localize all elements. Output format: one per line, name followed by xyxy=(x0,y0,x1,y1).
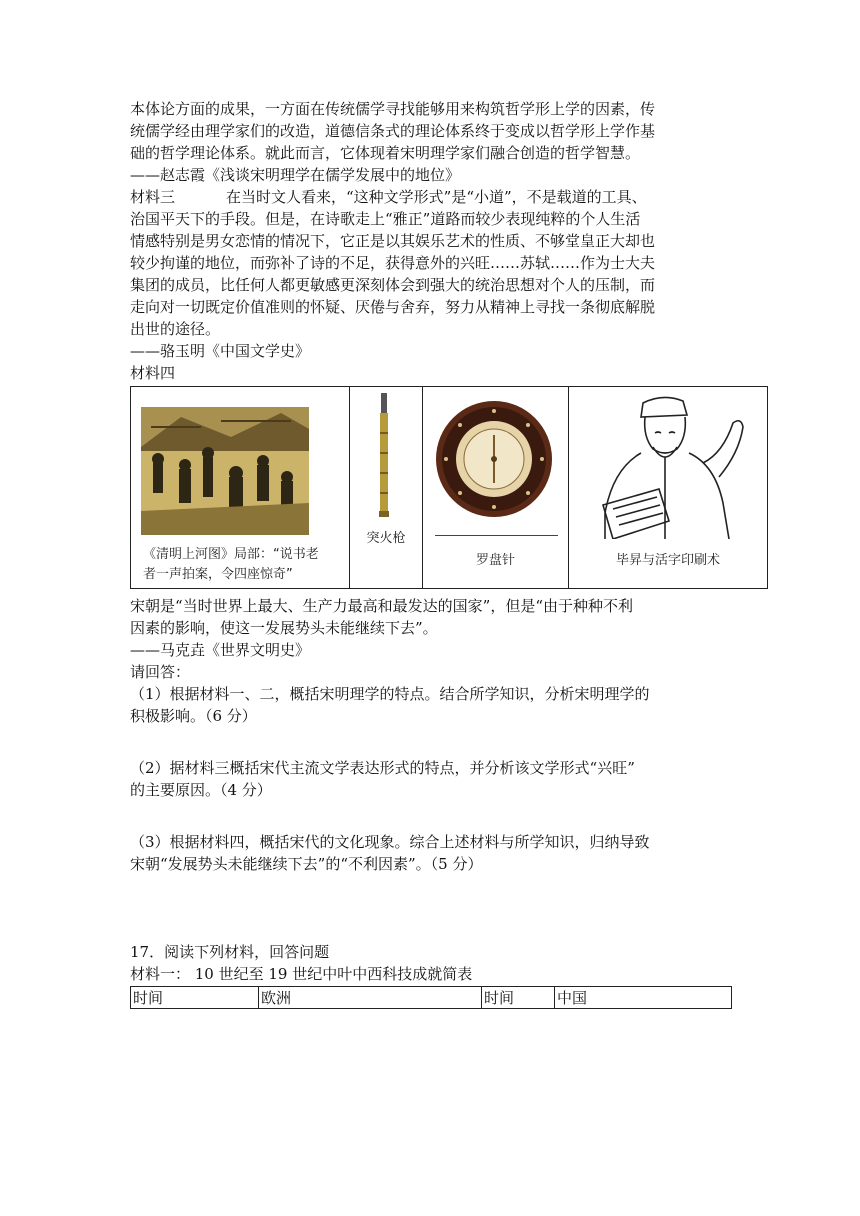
painting-image xyxy=(141,407,309,535)
science-table xyxy=(130,986,732,1009)
painting-cell xyxy=(131,387,350,588)
table-header-cell: 时间 xyxy=(482,987,555,1009)
material3-first-line xyxy=(130,186,770,208)
text-line: 宋朝是“当时世界上最大、生产力最高和最发达的国家”，但是“由于种种不利 xyxy=(130,597,634,615)
text-line: 较少拘谨的地位，而弥补了诗的不足，获得意外的兴旺……苏轼……作为士大夫 xyxy=(130,254,656,272)
source-citation: ——马克垚《世界文明史》 xyxy=(130,641,311,659)
material-label: 材料四 xyxy=(130,364,176,382)
text-line: 治国平天下的手段。但是，在诗歌走上“雅正”道路而较少表现纯粹的个人生活 xyxy=(130,210,641,228)
text-line: 本体论方面的成果，一方面在传统儒学寻找能够用来构筑哲学形上学的因素，传 xyxy=(130,100,656,118)
question-1: （1）根据材料一、二，概括宋明理学的特点。结合所学知识，分析宋明理学的 xyxy=(130,685,650,703)
text-line: 础的哲学理论体系。就此而言，它体现着宋明理学家们融合创造的哲学智慧。 xyxy=(130,144,641,162)
compass-caption: 罗盘针 xyxy=(475,553,515,568)
bi-sheng-portrait xyxy=(583,393,755,539)
text-line: 情感特别是男女恋情的情况下，它正是以其娱乐艺术的性质、不够堂皇正大却也 xyxy=(130,232,656,250)
gun-cell xyxy=(350,387,423,588)
q17-title: 17．阅读下列材料，回答问题 xyxy=(130,943,330,961)
text-line: 出世的途径。 xyxy=(130,320,221,338)
gun-caption: 突火枪 xyxy=(366,531,406,546)
fire-lance-image xyxy=(373,393,395,519)
text-line: 因素的影响，使这一发展势头未能继续下去”。 xyxy=(130,619,438,637)
text-line: 在当时文人看来，“这种文学形式”是“小道”，不是载道的工具、 xyxy=(226,188,647,206)
painting-caption: 《清明上河图》局部：“说书老 者一声拍案，令四座惊奇” xyxy=(143,547,319,582)
question-2: （2）据材料三概括宋代主流文学表达形式的特点，并分析该文学形式“兴旺” xyxy=(130,759,635,777)
compass-image xyxy=(433,399,555,519)
table-header-cell: 中国 xyxy=(555,987,732,1009)
text-line: 走向对一切既定价值准则的怀疑、厌倦与舍弃，努力从精神上寻找一条彻底解脱 xyxy=(130,298,656,316)
caption-divider xyxy=(435,535,558,536)
printing-cell xyxy=(569,387,767,588)
printing-caption: 毕昇与活字印刷术 xyxy=(615,553,720,568)
table-header-cell: 时间 xyxy=(131,987,259,1009)
text-line: 统儒学经由理学家们的改造，道德信条式的理论体系终于变成以哲学形上学作基 xyxy=(130,122,656,140)
question-1-cont: 积极影响。（6 分） xyxy=(130,707,257,725)
text-line: 集团的成员，比任何人都更敏感更深刻体会到强大的统治思想对个人的压制，而 xyxy=(130,276,656,294)
compass-cell xyxy=(423,387,569,588)
questions-intro: 请回答： xyxy=(130,663,191,681)
source-citation: ——赵志霞《浅谈宋明理学在儒学发展中的地位》 xyxy=(130,166,461,184)
document-page xyxy=(130,98,770,1009)
q17-material1: 材料一： 10 世纪至 19 世纪中叶中西科技成就简表 xyxy=(130,965,473,983)
question-3: （3）根据材料四，概括宋代的文化现象。综合上述材料与所学知识，归纳导致 xyxy=(130,833,650,851)
question-3-cont: 宋朝“发展势头未能继续下去”的“不利因素”。（5 分） xyxy=(130,855,483,873)
question-2-cont: 的主要原因。（4 分） xyxy=(130,781,272,799)
table-header-cell: 欧洲 xyxy=(259,987,482,1009)
table-header-row xyxy=(131,987,732,1009)
material-label: 材料三 xyxy=(130,188,176,206)
source-citation: ——骆玉明《中国文学史》 xyxy=(130,342,311,360)
figure-table xyxy=(130,386,768,589)
